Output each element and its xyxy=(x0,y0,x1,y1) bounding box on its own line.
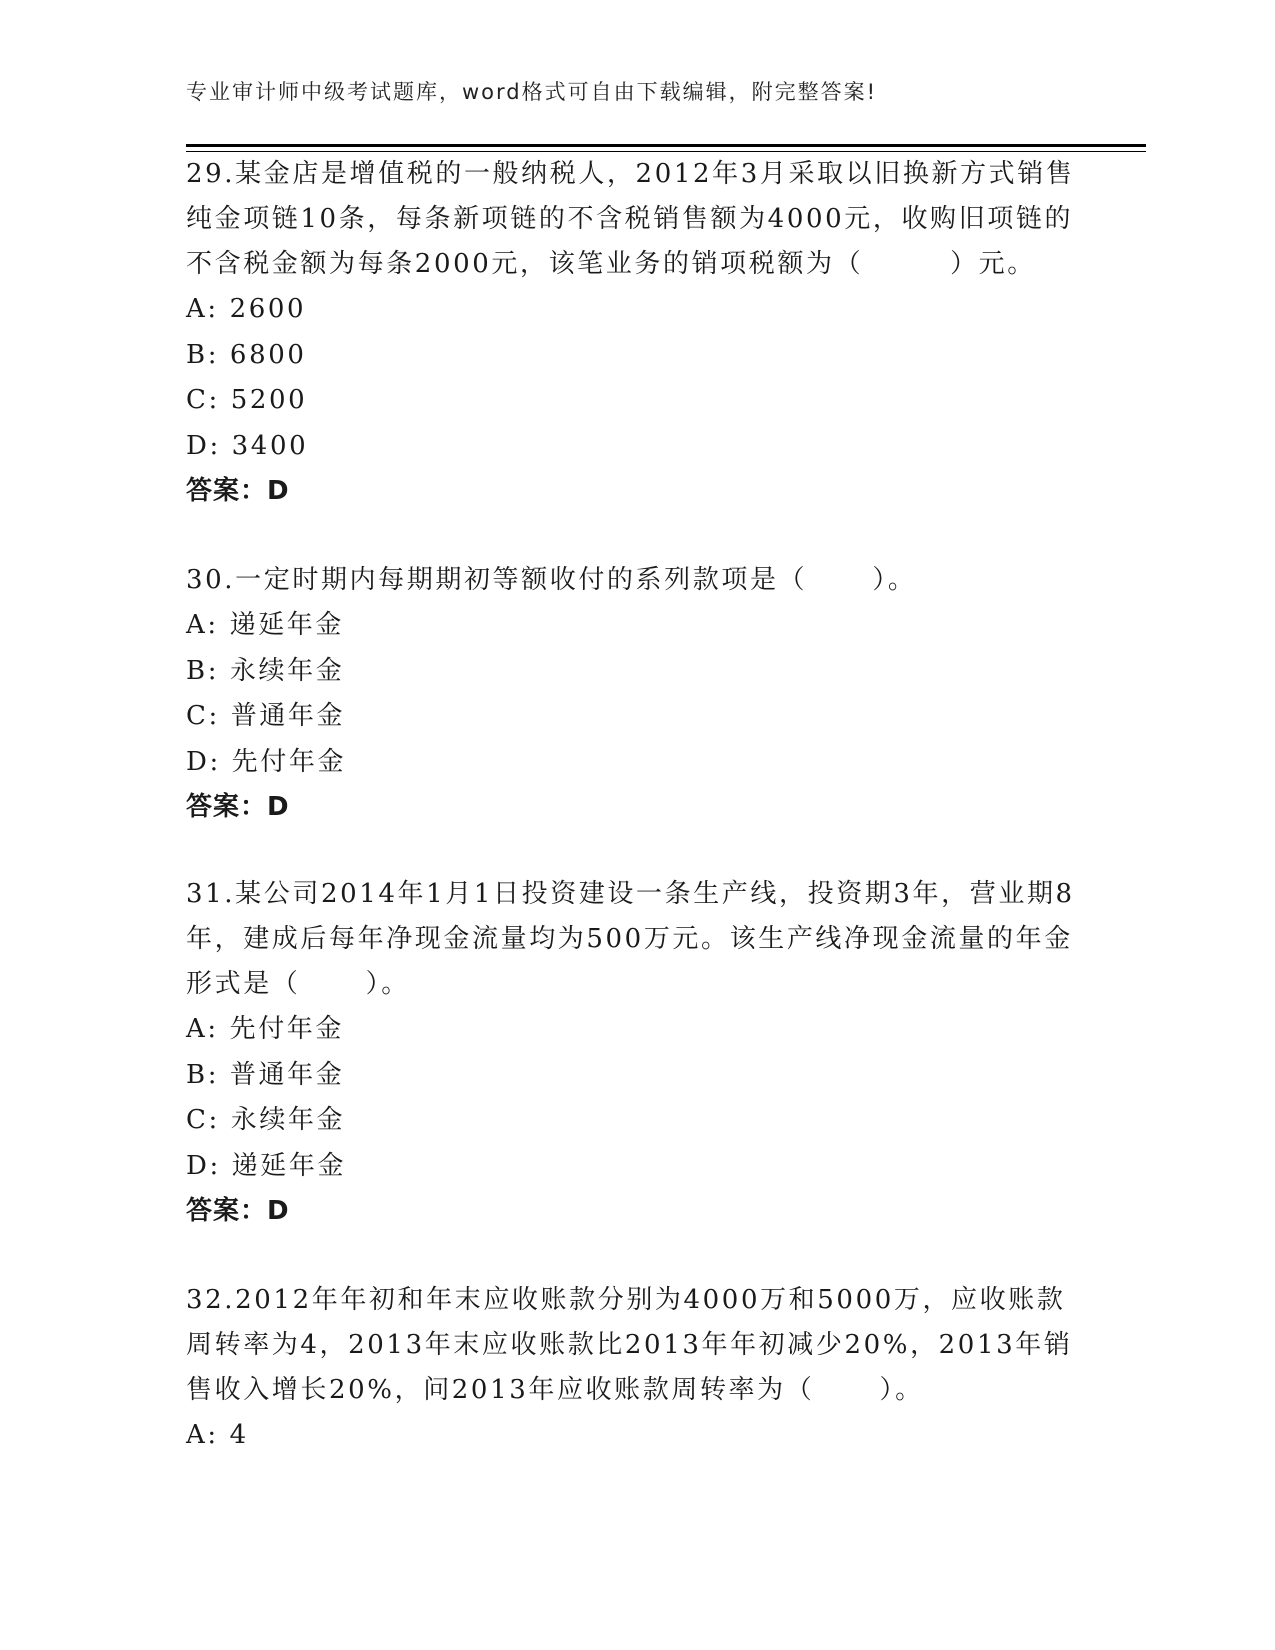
option-c: C: 5200 xyxy=(186,385,308,415)
option-b: B: 普通年金 xyxy=(186,1059,345,1090)
option-c: C: 普通年金 xyxy=(186,701,346,731)
header-rule-thick xyxy=(186,144,1146,147)
question-31 xyxy=(186,872,1086,1235)
question-stem: 32.2012年年初和年末应收账款分别为4000万和5000万，应收账款周转率为4，2013年末应收账款比2013年年初减少20%，2013年销售收入增长20%，问2013年应收账款周转率为（ ）。 xyxy=(186,1285,1073,1405)
question-29 xyxy=(186,152,1086,515)
answer: 答案：D xyxy=(186,476,290,506)
option-d: D: 递延年金 xyxy=(186,1150,347,1181)
question-stem: 30.一定时期内每期期初等额收付的系列款项是（ ）。 xyxy=(186,565,917,595)
option-c: C: 永续年金 xyxy=(186,1105,346,1135)
option-a: A: 4 xyxy=(186,1420,249,1450)
answer: 答案：D xyxy=(186,792,290,822)
question-30 xyxy=(186,558,1086,831)
option-a: A: 2600 xyxy=(186,294,307,324)
option-b: B: 6800 xyxy=(186,339,307,370)
option-d: D: 先付年金 xyxy=(186,746,347,777)
question-stem: 29.某金店是增值税的一般纳税人，2012年3月采取以旧换新方式销售纯金项链10条，每条新项链的不含税销售额为4000元，收购旧项链的不含税金额为每条2000元，该笔业务的销项税额为（ ）元。 xyxy=(186,159,1075,279)
option-b: B: 永续年金 xyxy=(186,655,345,686)
question-32 xyxy=(186,1278,1086,1459)
answer: 答案：D xyxy=(186,1196,290,1226)
page-header: 专业审计师中级考试题库，word格式可自由下载编辑，附完整答案! xyxy=(186,80,878,104)
option-d: D: 3400 xyxy=(186,430,309,461)
question-stem: 31.某公司2014年1月1日投资建设一条生产线，投资期3年，营业期8年，建成后每年净现金流量均为500万元。该生产线净现金流量的年金形式是（ ）。 xyxy=(186,879,1075,999)
option-a: A: 先付年金 xyxy=(186,1014,345,1044)
option-a: A: 递延年金 xyxy=(186,610,345,640)
